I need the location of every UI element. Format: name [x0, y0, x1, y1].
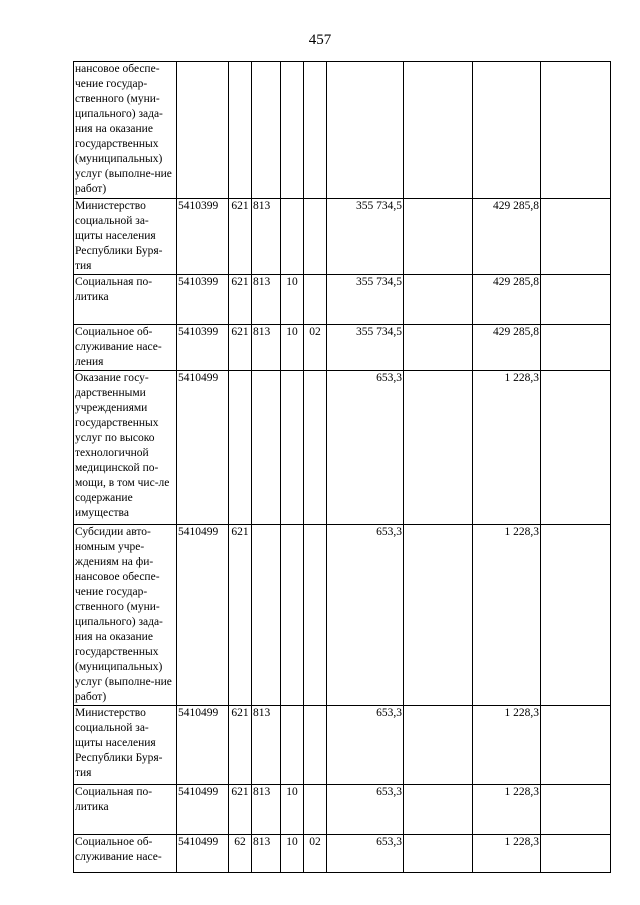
row-expense-type: 621	[229, 325, 252, 371]
row-amount-2	[404, 325, 473, 371]
row-expense-type: 62	[229, 835, 252, 873]
row-department-code: 813	[252, 706, 281, 785]
row-expense-type: 621	[229, 525, 252, 706]
row-department-code: 813	[252, 275, 281, 325]
row-expense-type	[229, 371, 252, 525]
budget-table	[73, 61, 611, 873]
row-amount-4	[541, 275, 611, 325]
row-section: 10	[281, 835, 304, 873]
row-amount-4	[541, 325, 611, 371]
row-subsection: 02	[304, 325, 327, 371]
row-amount-2	[404, 525, 473, 706]
row-amount-2	[404, 199, 473, 275]
row-amount-2	[404, 706, 473, 785]
row-amount-1	[327, 62, 404, 199]
row-expense-type: 621	[229, 199, 252, 275]
row-amount-1: 653,3	[327, 525, 404, 706]
row-name: Социальное об-служивание насе-	[74, 835, 177, 873]
row-name: Субсидии авто-номным учре-ждениям на фи-нансовое обеспе-чение государ-ственного (муни-ципального) зада-ния на оказание государственных (муниципальных) услуг (выполне-ние работ)	[74, 525, 177, 706]
row-amount-1: 355 734,5	[327, 199, 404, 275]
table-row	[74, 706, 611, 785]
table-row	[74, 525, 611, 706]
row-name: Социальная по-литика	[74, 785, 177, 835]
row-amount-4	[541, 706, 611, 785]
row-subsection	[304, 62, 327, 199]
row-amount-3	[473, 62, 541, 199]
row-amount-1: 653,3	[327, 706, 404, 785]
table-row	[74, 199, 611, 275]
row-amount-1: 653,3	[327, 835, 404, 873]
row-subsection	[304, 371, 327, 525]
row-amount-4	[541, 199, 611, 275]
row-section	[281, 199, 304, 275]
row-amount-2	[404, 835, 473, 873]
row-amount-2	[404, 371, 473, 525]
row-name: Оказание госу-дарственными учреждениями государственных услуг по высоко технологичной медицинской по-мощи, в том чис-ле содержание имущества	[74, 371, 177, 525]
row-amount-2	[404, 62, 473, 199]
row-amount-3: 429 285,8	[473, 325, 541, 371]
page-number: 457	[308, 32, 332, 48]
row-target-code: 5410399	[177, 275, 229, 325]
row-amount-4	[541, 525, 611, 706]
row-name: нансовое обеспе-чение государ-ственного (муни-ципального) зада-ния на оказание государственных (муниципальных) услуг (выполне-ние работ)	[74, 62, 177, 199]
row-subsection	[304, 785, 327, 835]
row-target-code	[177, 62, 229, 199]
row-expense-type: 621	[229, 785, 252, 835]
row-amount-4	[541, 835, 611, 873]
row-section	[281, 525, 304, 706]
row-expense-type: 621	[229, 275, 252, 325]
row-amount-3: 1 228,3	[473, 525, 541, 706]
row-department-code	[252, 62, 281, 199]
table-row	[74, 835, 611, 873]
row-department-code	[252, 525, 281, 706]
row-subsection: 02	[304, 835, 327, 873]
table-body	[74, 62, 611, 873]
row-section: 10	[281, 275, 304, 325]
row-department-code: 813	[252, 835, 281, 873]
row-target-code: 5410499	[177, 371, 229, 525]
row-amount-4	[541, 371, 611, 525]
row-name: Министерство социальной за-щиты населения Республики Буря-тия	[74, 706, 177, 785]
row-amount-3: 429 285,8	[473, 199, 541, 275]
table-row	[74, 325, 611, 371]
row-subsection	[304, 706, 327, 785]
row-amount-3: 1 228,3	[473, 785, 541, 835]
row-target-code: 5410499	[177, 706, 229, 785]
row-amount-3: 429 285,8	[473, 275, 541, 325]
row-amount-4	[541, 785, 611, 835]
row-department-code: 813	[252, 785, 281, 835]
row-section: 10	[281, 785, 304, 835]
row-amount-1: 653,3	[327, 371, 404, 525]
row-name: Социальная по-литика	[74, 275, 177, 325]
row-amount-1: 653,3	[327, 785, 404, 835]
row-target-code: 5410499	[177, 525, 229, 706]
row-amount-1: 355 734,5	[327, 275, 404, 325]
table-row	[74, 371, 611, 525]
row-department-code: 813	[252, 325, 281, 371]
row-target-code: 5410499	[177, 785, 229, 835]
table-row	[74, 275, 611, 325]
table-row	[74, 62, 611, 199]
row-amount-3: 1 228,3	[473, 835, 541, 873]
row-subsection	[304, 525, 327, 706]
row-target-code: 5410399	[177, 325, 229, 371]
row-subsection	[304, 199, 327, 275]
row-amount-3: 1 228,3	[473, 706, 541, 785]
row-expense-type	[229, 62, 252, 199]
row-amount-3: 1 228,3	[473, 371, 541, 525]
row-department-code: 813	[252, 199, 281, 275]
row-expense-type: 621	[229, 706, 252, 785]
row-subsection	[304, 275, 327, 325]
row-department-code	[252, 371, 281, 525]
row-name: Министерство социальной за-щиты населения Республики Буря-тия	[74, 199, 177, 275]
row-section	[281, 371, 304, 525]
row-section	[281, 706, 304, 785]
row-amount-2	[404, 275, 473, 325]
row-target-code: 5410399	[177, 199, 229, 275]
row-amount-2	[404, 785, 473, 835]
row-amount-1: 355 734,5	[327, 325, 404, 371]
table-row	[74, 785, 611, 835]
row-name: Социальное об-служивание насе-ления	[74, 325, 177, 371]
row-amount-4	[541, 62, 611, 199]
row-section	[281, 62, 304, 199]
row-target-code: 5410499	[177, 835, 229, 873]
row-section: 10	[281, 325, 304, 371]
